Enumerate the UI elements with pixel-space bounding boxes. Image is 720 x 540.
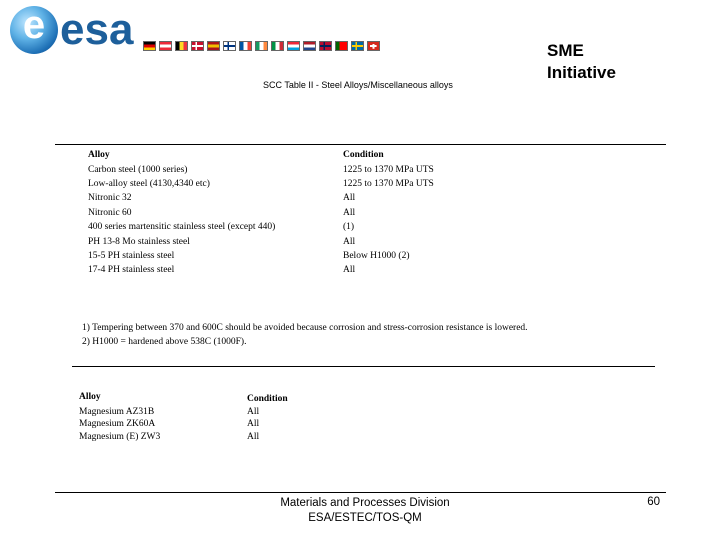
flag-norway-icon [319, 41, 332, 51]
flag-finland-icon [223, 41, 236, 51]
table-header-row [88, 148, 434, 162]
condition-cell: (1) [343, 222, 355, 233]
divider-top [55, 144, 666, 145]
alloy-cell: Low-alloy steel (4130,4340 etc) [88, 178, 210, 189]
sme-initiative-label [547, 40, 616, 84]
flag-italy-icon [271, 41, 284, 51]
esa-globe-icon [10, 6, 58, 54]
table-row [88, 162, 434, 176]
flag-denmark-icon [191, 41, 204, 51]
footnote-1: 1) Tempering between 370 and 600C should be avoided because corrosion and stress-corrosion resistance is lowered. [82, 323, 528, 333]
page-number: 60 [647, 496, 660, 508]
condition-cell: All [247, 431, 260, 442]
divider-middle [72, 366, 655, 367]
condition-column-header: Condition [247, 394, 288, 405]
flag-spain-icon [207, 41, 220, 51]
esa-logo [8, 4, 148, 56]
steel-alloys-table [88, 148, 434, 278]
footer-department: ESA/ESTEC/TOS-QM [308, 512, 422, 524]
table-header-row [79, 389, 288, 406]
alloy-cell: 17-4 PH stainless steel [88, 265, 175, 276]
flag-austria-icon [159, 41, 172, 51]
divider-bottom [55, 492, 666, 493]
footnotes [82, 321, 528, 349]
flag-germany-icon [143, 41, 156, 51]
alloy-cell: Magnesium AZ31B [79, 406, 155, 417]
alloy-cell: Nitronic 60 [88, 207, 132, 218]
member-state-flags [143, 41, 380, 53]
flag-luxembourg-icon [287, 41, 300, 51]
flag-switzerland-icon [367, 41, 380, 51]
footer [240, 496, 490, 526]
condition-column-header: Condition [343, 150, 384, 161]
table-row [88, 249, 434, 263]
alloy-column-header: Alloy [79, 392, 101, 403]
alloy-cell: 15-5 PH stainless steel [88, 250, 175, 261]
miscellaneous-alloys-table [79, 389, 288, 443]
condition-cell: All [343, 236, 356, 247]
alloy-cell: Nitronic 32 [88, 193, 132, 204]
table-row [79, 431, 288, 444]
footnote-2: 2) H1000 = hardened above 538C (1000F). [82, 337, 247, 347]
flag-ireland-icon [255, 41, 268, 51]
condition-cell: All [343, 207, 356, 218]
condition-cell: 1225 to 1370 MPa UTS [343, 164, 434, 175]
condition-cell: All [343, 193, 356, 204]
flag-sweden-icon [351, 41, 364, 51]
table-row [88, 263, 434, 277]
alloy-cell: PH 13-8 Mo stainless steel [88, 236, 190, 247]
condition-cell: Below H1000 (2) [343, 250, 410, 261]
flag-france-icon [239, 41, 252, 51]
condition-cell: All [343, 265, 356, 276]
slide-title: SCC Table II - Steel Alloys/Miscellaneous alloys [263, 80, 453, 90]
flag-netherlands-icon [303, 41, 316, 51]
esa-wordmark: esa [60, 5, 134, 54]
alloy-column-header: Alloy [88, 150, 110, 161]
alloy-cell: Magnesium ZK60A [79, 419, 156, 430]
flag-belgium-icon [175, 41, 188, 51]
footer-division: Materials and Processes Division [280, 497, 450, 509]
table-row [79, 406, 288, 419]
sme-initiative-line1: SME [547, 41, 584, 60]
condition-cell: All [247, 419, 260, 430]
alloy-cell: Magnesium (E) ZW3 [79, 431, 161, 442]
table-row [88, 206, 434, 220]
flag-portugal-icon [335, 41, 348, 51]
table-row [88, 234, 434, 248]
alloy-cell: 400 series martensitic stainless steel (except 440) [88, 222, 276, 233]
sme-initiative-line2: Initiative [547, 63, 616, 82]
table-row [88, 177, 434, 191]
table-row [88, 220, 434, 234]
table-row [88, 191, 434, 205]
condition-cell: All [247, 406, 260, 417]
table-row [79, 418, 288, 431]
condition-cell: 1225 to 1370 MPa UTS [343, 178, 434, 189]
alloy-cell: Carbon steel (1000 series) [88, 164, 188, 175]
